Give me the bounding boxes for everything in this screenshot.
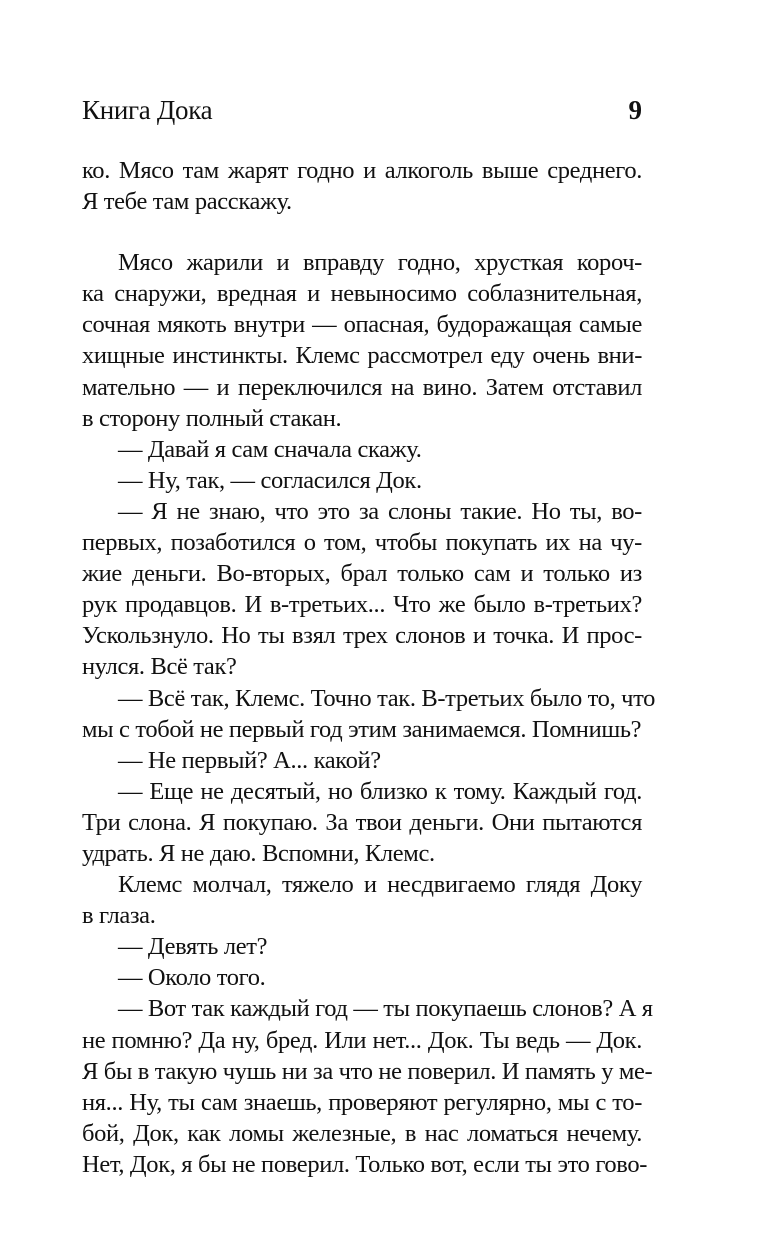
text-line: Три слона. Я покупаю. За твои деньги. Они пытаются bbox=[82, 808, 642, 836]
text-line: удрать. Я не даю. Вспомни, Клемс. bbox=[82, 839, 435, 867]
text-line: сочная мякоть внутри — опасная, будоражащая самые bbox=[82, 311, 642, 339]
text-line: первых, позаботился о том, чтобы покупать их на чу- bbox=[82, 529, 642, 557]
text-line: ка снаружи, вредная и невыносимо соблазнительная, bbox=[82, 280, 642, 308]
running-title: Книга Дока bbox=[82, 95, 213, 125]
text-line: мы с тобой не первый год этим занимаемся. Помнишь? bbox=[82, 715, 642, 743]
text-line: — Всё так, Клемс. Точно так. В-третьих было то, что bbox=[118, 684, 656, 712]
text-line: Клемс молчал, тяжело и несдвигаемо глядя Доку bbox=[118, 871, 642, 899]
text-line: нулся. Всё так? bbox=[82, 653, 237, 681]
text-line: — Я не знаю, что это за слоны такие. Но ты, во- bbox=[118, 497, 642, 525]
text-line: жие деньги. Во-вторых, брал только сам и только из bbox=[82, 560, 642, 588]
text-line: бой, Док, как ломы железные, в нас ломаться нечему. bbox=[82, 1119, 642, 1147]
text-line: — Около того. bbox=[118, 964, 266, 992]
text-line: — Еще не десятый, но близко к тому. Каждый год. bbox=[118, 777, 642, 805]
text-line: — Не первый? А... какой? bbox=[118, 746, 381, 774]
body-text bbox=[82, 155, 656, 1180]
text-line: в глаза. bbox=[82, 902, 156, 930]
text-line: — Девять лет? bbox=[118, 933, 268, 961]
text-line: рук продавцов. И в-третьих... Что же было в-третьих? bbox=[82, 591, 642, 619]
text-line: в сторону полный стакан. bbox=[82, 404, 342, 432]
text-line: хищные инстинкты. Клемс рассмотрел еду очень вни- bbox=[82, 342, 642, 370]
text-line: мательно — и переключился на вино. Затем отставил bbox=[82, 373, 642, 401]
section-break bbox=[82, 217, 642, 247]
text-line: ня... Ну, ты сам знаешь, проверяют регулярно, мы с то- bbox=[82, 1088, 642, 1116]
text-line: Я бы в такую чушь ни за что не поверил. И память у ме- bbox=[82, 1057, 653, 1085]
text-line: — Вот так каждый год — ты покупаешь слонов? А я bbox=[118, 995, 653, 1023]
text-line: Мясо жарили и вправду годно, хрусткая короч- bbox=[118, 249, 642, 277]
text-line: — Ну, так, — согласился Док. bbox=[118, 466, 422, 494]
page-number: 9 bbox=[628, 95, 642, 125]
text-line: Я тебе там расскажу. bbox=[82, 188, 292, 216]
text-line: Нет, Док, я бы не поверил. Только вот, если ты это гово- bbox=[82, 1150, 648, 1178]
text-line: ко. Мясо там жарят годно и алкоголь выше среднего. bbox=[82, 157, 642, 184]
text-line: — Давай я сам сначала скажу. bbox=[118, 435, 422, 463]
text-line: не помню? Да ну, бред. Или нет... Док. Ты ведь — Док. bbox=[82, 1026, 642, 1054]
text-line: Ускользнуло. Но ты взял трех слонов и точка. И прос- bbox=[82, 622, 642, 650]
